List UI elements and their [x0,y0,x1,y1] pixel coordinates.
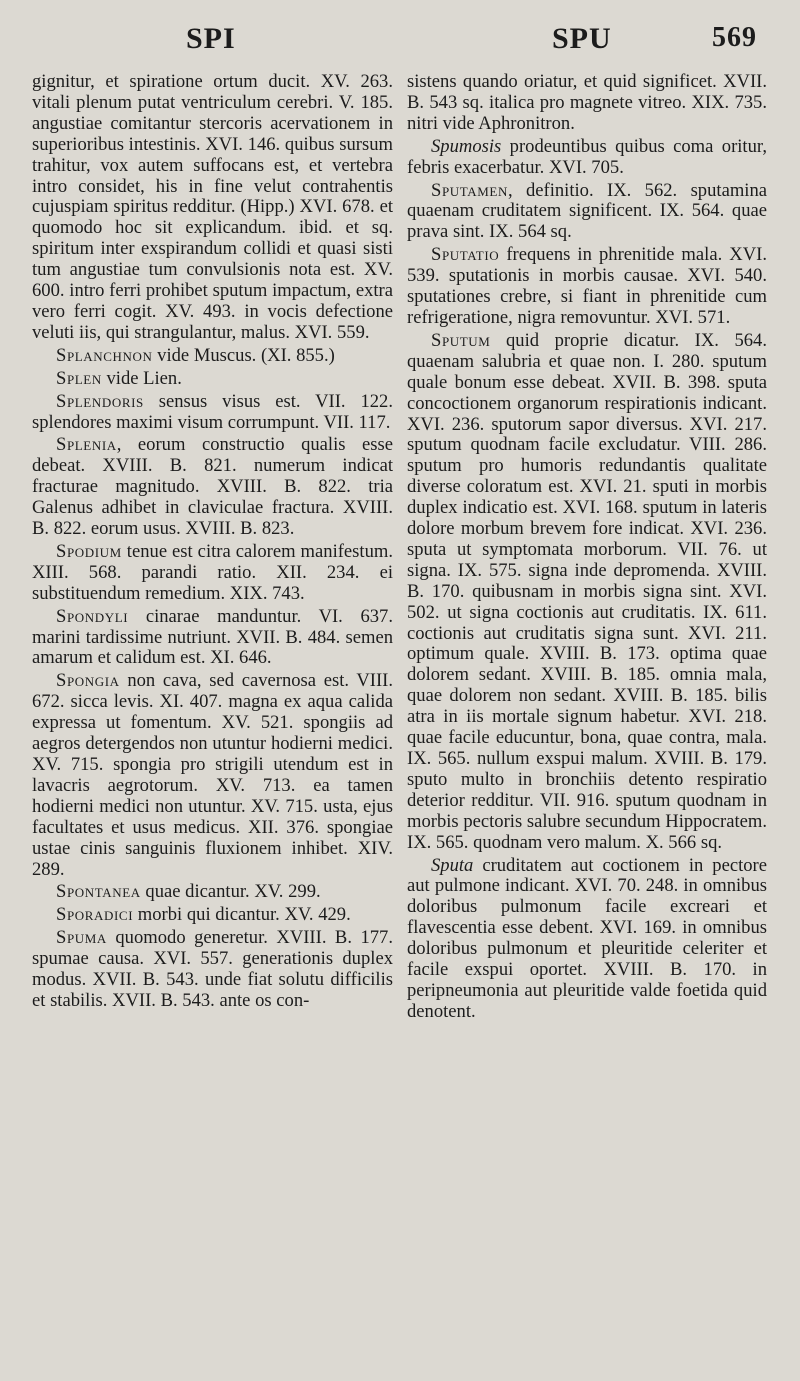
entry-headword: Spongia [56,670,120,692]
entry-text: quae dicantur. XV. 299. [140,881,321,903]
entry-headword: Sputa [431,854,474,876]
entry-text: frequens in phrenitide mala. XVI. 539. sputationis in morbis causae. XVI. 540. sputationes crebre, si fiant in phrenitide cum refrigeratione, nigra removuntur. XVI. 571. [407,244,767,328]
entry-text: tenue est citra calorem manifestum. XIII. 568. parandi ratio. XII. 234. ei substituendum remedium. XIX. 743. [32,540,393,604]
index-entry [32,392,393,434]
entry-text: sensus visus est. VII. 122. splendores maximi visum corrumpunt. VII. 117. [32,390,393,433]
entry-text: quomodo generetur. XVIII. B. 177. spumae causa. XVI. 557. generationis duplex modus. XVII. B. 543. unde fiat solutu difficilis et stabilis. XVII. B. 543. ante os con- [32,927,393,1011]
index-entry [407,331,767,854]
index-entry [407,245,767,329]
header-left-keyword: SPI [186,22,236,55]
index-entry [32,435,393,540]
entry-headword: Spontanea [56,881,141,903]
index-entry [407,137,767,179]
entry-text: non cava, sed cavernosa est. VIII. 672. sicca levis. XI. 407. magna ex aqua calida expressa ut fomentum. XV. 521. spongiis ad aegros detergendos non utuntur hodierni medici. XV. 715. spongia pro strigili utendum est in lavacris aegrotorum. XV. 713. ea tamen hodierni medici non utuntur. XV. 715. usta, ejus facultates et usus medicus. XII. 376. spongiae ustae cinis sanguinis fluxionem inhibet. XIV. 289. [32,670,393,880]
entry-text: vide Lien. [101,367,182,389]
entry-headword: Spondyli [56,605,129,627]
right-column [407,72,767,1025]
entry-headword: Spuma [56,927,107,949]
entry-headword: Spodium [56,540,122,562]
entry-text: vide Muscus. (XI. 855.) [152,344,335,366]
index-entry [407,181,767,244]
index-entry [32,346,393,367]
index-entry [32,905,393,926]
index-entry-continued: sistens quando oriatur, et quid significet. XVII. B. 543 sq. italica pro magnete vitreo. XIX. 735. nitri vide Aphronitron. [407,71,767,134]
index-entry [407,856,767,1023]
entry-text: quid proprie dicatur. IX. 564. quaenam salubria et quae non. I. 280. sputum quale bonum esse debeat. XVII. B. 398. sputa concoctionem organorum respirationis indicant. XVI. 236. sputorum sapor diversus. XVI. 217. sputum quodnam facile excludatur. VIII. 286. sputum pro humoris redundantis qualitate diverse coloratum est. XVI. 21. sputi in morbis duplex indicatio est. XVI. 168. sputum in lateris dolore morbum brevem fore indicat. XVI. 236. sputa ut symptomata morborum. VII. 76. ut signa. IX. 575. signa inde depromenda. XVIII. B. 170. quibusnam in morbis signa sint. XVI. 502. ut signa coctionis aut cruditatis. IX. 611. coctionis aut cruditatis signa sunt. XVI. 211. optimum quale. XVIII. B. 173. optima quae dolorem sedant. XVIII. B. 185. omnia mala, quae dolorem non sedant. XVIII. B. 185. bilis atra in iis mortale signum habetur. XVI. 218. quae facile educuntur, bona, quae contra, mala. IX. 565. nullum exspui malum. XVIII. B. 179. sputo multo in bronchiis detento respiratio deterior redditur. VII. 916. sputum quodnam in morbis pectoris salubre secundum Hippocratem. IX. 565. quodnam vero malum. X. 566 sq. [407,329,767,853]
entry-headword: Sputamen [431,179,508,201]
index-entry [32,928,393,1012]
index-entry [32,369,393,390]
entry-text: morbi qui dicantur. XV. 429. [133,904,351,926]
running-header [0,22,800,72]
index-entry [32,882,393,903]
index-entry [32,542,393,605]
entry-headword: Splendoris [56,390,144,412]
entry-headword: Sputatio [431,244,500,266]
entry-text: , eorum constructio qualis esse debeat. XVIII. B. 821. numerum indicat fracturae magnitudo. XVIII. B. 822. tria Galenus adhibet in claviculae fractura. XVIII. B. 822. eorum usus. XVIII. B. 823. [32,434,393,540]
header-right-keyword: SPU [552,22,612,55]
entry-headword: Spumosis [431,135,502,157]
entry-headword: Sporadici [56,904,134,926]
left-column [32,72,393,1014]
entry-text: , definitio. IX. 562. sputamina quaenam cruditatem significent. IX. 564. quae prava sint. IX. 564 sq. [407,179,767,243]
entry-headword: Sputum [431,329,491,351]
index-entry [32,671,393,880]
entry-headword: Splanchnon [56,344,153,366]
index-entry [32,607,393,670]
index-entry-continued: gignitur, et spiratione ortum ducit. XV. 263. vitali plenum putat ventriculum cerebri. V. 185. angustiae comitantur stercoris acervationem in superioribus intestinis. XVI. 146. quibus sursum trahitur, vox autem suffocans est, et vertebra intro considet, his in fine velut contrahentis cujuspiam spiritus redditur. (Hipp.) XVI. 678. et quomodo hoc sit explicandum. ibid. et sq. spiritum inter exspirandum collidi et quasi sisti tum angustiae tum convulsionis nota est. XV. 600. intro ferri prohibet sputum impactum, extra vero ferri cogit. XV. 493. in vocis defectione veluti iis, qui strangulantur, malus. XVI. 559. [32,71,393,343]
entry-headword: Splenia [56,434,117,456]
entry-text: cruditatem aut coctionem in pectore aut pulmone indicant. XVI. 70. 248. in omnibus doloribus pulmonum facile excreari et flavescentia esse debent. XVI. 169. in omnibus doloribus pulmonum et pleuritide celeriter et facile exspui oportet. XVIII. B. 170. in peripneumonia aut pleuritide valde foetida quid denotent. [407,854,767,1022]
entry-text: cinarae manduntur. VI. 637. marini tardissime nutriunt. XVII. B. 484. semen amarum et calidum est. XI. 646. [32,605,393,669]
entry-text: prodeuntibus quibus coma oritur, febris exacerbatur. XVI. 705. [407,135,767,178]
page-number: 569 [712,22,757,53]
entry-headword: Splen [56,367,102,389]
